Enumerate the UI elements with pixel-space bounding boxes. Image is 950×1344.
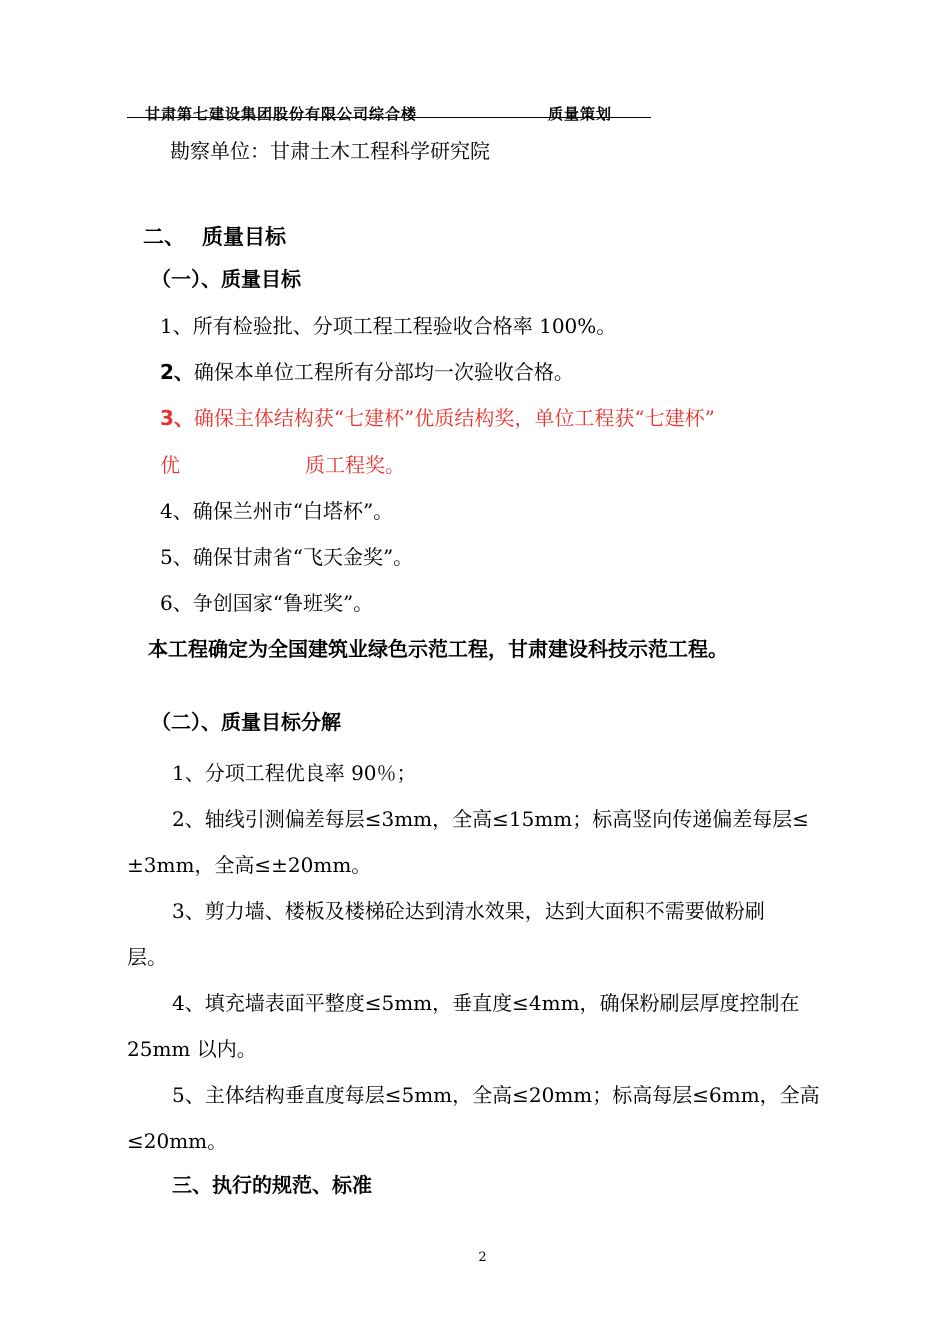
header-title: 甘肃第七建设集团股份有限公司综合楼 [145, 105, 418, 123]
section2-number: 二、 [143, 225, 185, 249]
goal-item-num: 5、 [160, 545, 193, 569]
goal-item-num: 1、 [160, 314, 193, 338]
goal-item-2 [160, 356, 574, 385]
goal-item-text: 确保甘肃省“飞天金奖”。 [192, 545, 414, 569]
goal-item-num: 2、 [160, 360, 194, 384]
goal-item-4 [160, 495, 393, 524]
goal-item-num: 6、 [160, 591, 193, 615]
sub1-heading: （一）、质量目标 [151, 267, 301, 291]
goal-item-3-cont-a: 优 [160, 453, 180, 477]
goal-summary: 本工程确定为全国建筑业绿色示范工程，甘肃建设科技示范工程。 [148, 637, 728, 661]
breakdown-line-5: 5、主体结构垂直度每层≤5mm，全高≤20mm；标高每层≤6mm，全高 [172, 1083, 820, 1107]
breakdown-line-5-cont: ≤20mm。 [127, 1129, 228, 1153]
breakdown-line-3: 3、剪力墙、楼板及楼梯砼达到清水效果，达到大面积不需要做粉刷 [172, 899, 765, 923]
goal-item-5 [160, 541, 413, 570]
section2-title: 质量目标 [202, 225, 286, 249]
sub2-heading: （二）、质量目标分解 [151, 710, 341, 734]
goal-item-text: 确保兰州市“白塔杯”。 [192, 499, 394, 523]
goal-item-6 [160, 587, 373, 616]
header-rule [127, 117, 651, 118]
goal-item-text: 确保本单位工程所有分部均一次验收合格。 [193, 360, 574, 384]
goal-item-text: 确保主体结构获“七建杯”优质结构奖，单位工程获“七建杯” [193, 406, 715, 430]
goal-item-num: 3、 [160, 406, 194, 430]
section3-heading: 三、执行的规范、标准 [172, 1173, 372, 1197]
breakdown-line-1: 1、分项工程优良率 90％； [172, 761, 417, 785]
header-doc-type: 质量策划 [548, 105, 613, 123]
breakdown-line-4-cont: 25mm 以内。 [127, 1037, 257, 1061]
goal-item-num: 4、 [160, 499, 193, 523]
breakdown-line-3-cont: 层。 [127, 945, 167, 969]
breakdown-line-2: 2、轴线引测偏差每层≤3mm，全高≤15mm；标高竖向传递偏差每层≤ [172, 807, 810, 831]
page-number: 2 [478, 1250, 487, 1265]
breakdown-line-4: 4、填充墙表面平整度≤5mm，垂直度≤4mm，确保粉刷层厚度控制在 [172, 991, 800, 1015]
goal-item-text: 所有检验批、分项工程工程验收合格率 100%。 [192, 314, 617, 338]
goal-item-text: 争创国家“鲁班奖”。 [192, 591, 374, 615]
survey-unit: 勘察单位：甘肃土木工程科学研究院 [170, 139, 490, 163]
goal-item-3 [160, 402, 715, 431]
goal-item-1 [160, 310, 616, 339]
goal-item-3-cont-b: 质工程奖。 [305, 453, 405, 477]
breakdown-line-2-cont: ±3mm，全高≤±20mm。 [127, 853, 372, 877]
